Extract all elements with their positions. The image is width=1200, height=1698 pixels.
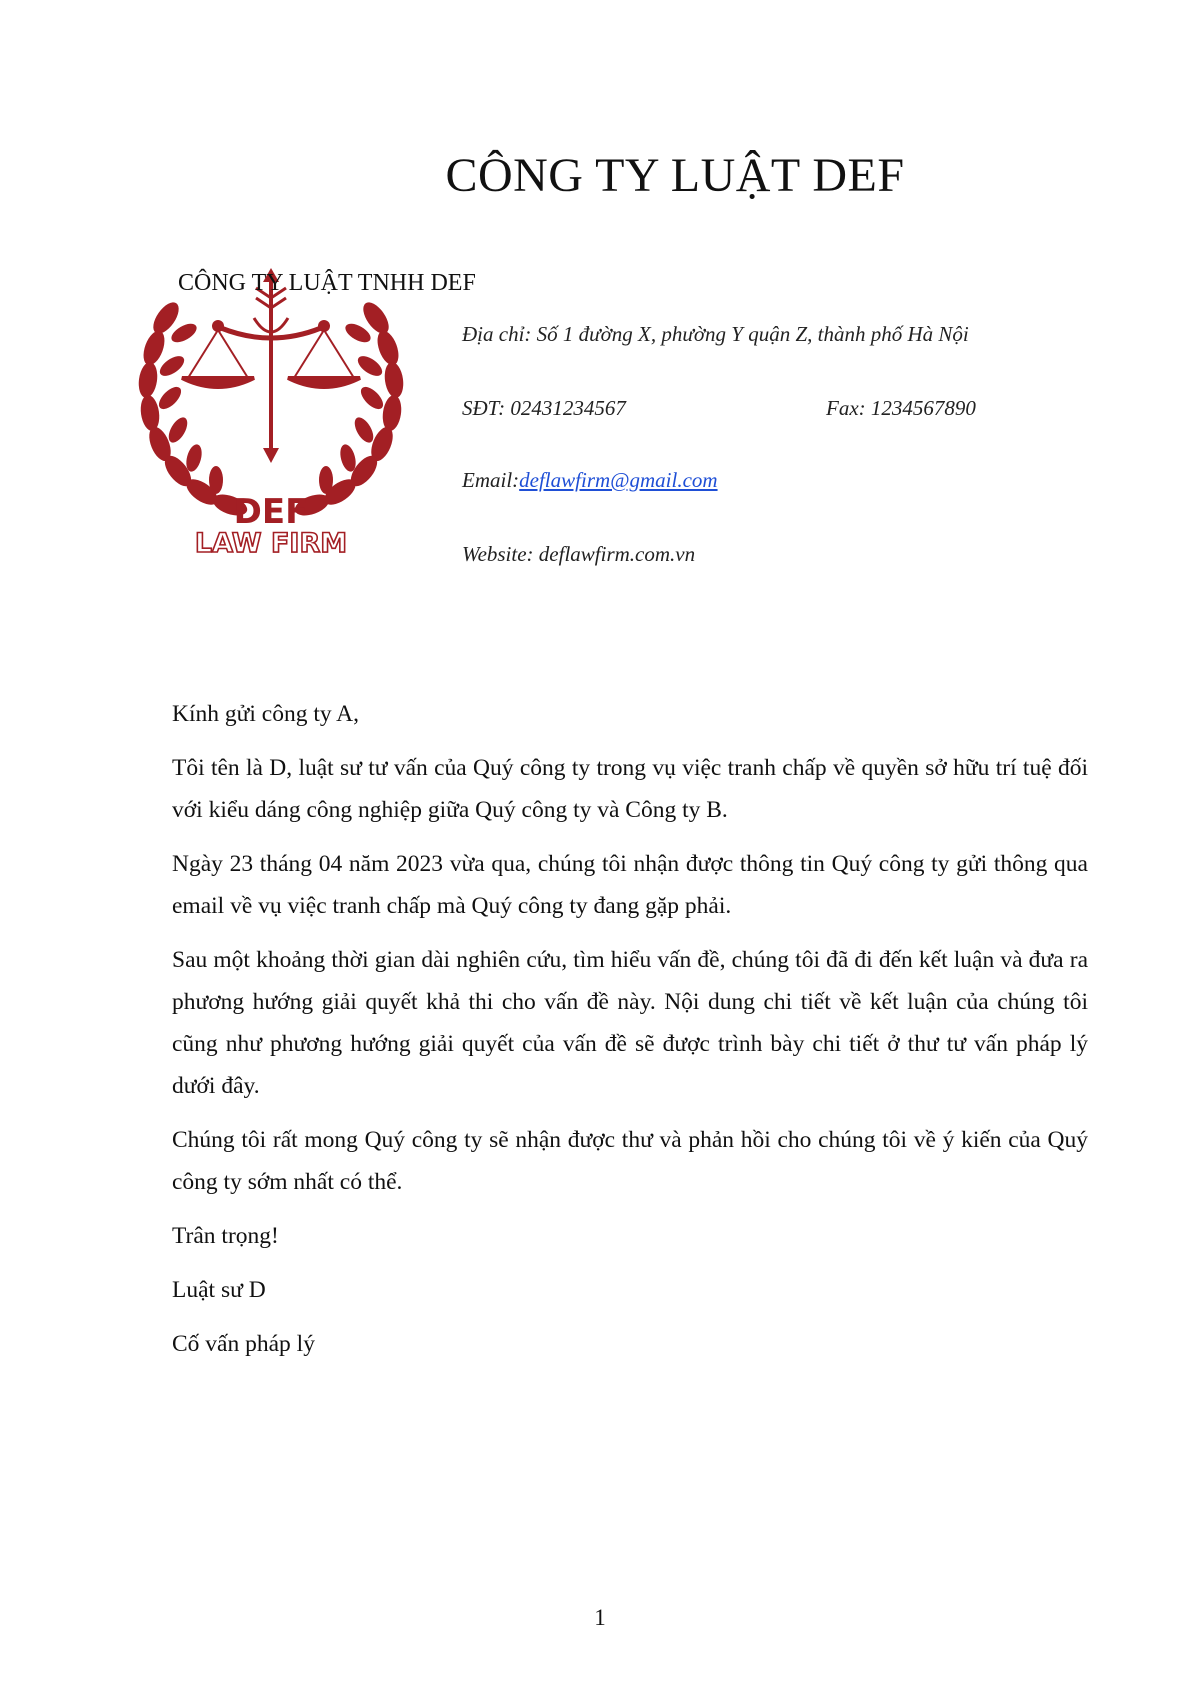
letter-paragraph: Chúng tôi rất mong Quý công ty sẽ nhận được thư và phản hồi cho chúng tôi về ý kiến của Quý công ty sớm nhất có thể. <box>172 1127 1088 1195</box>
company-fax: Fax: 1234567890 <box>826 396 976 420</box>
letter-body <box>172 693 1088 1377</box>
scales-of-justice-icon <box>182 268 360 463</box>
logo-text-law-firm: LAW FIRM <box>194 528 348 559</box>
signer-title: Cố vấn pháp lý <box>172 1331 315 1357</box>
letter-paragraph: Sau một khoảng thời gian dài nghiên cứu, tìm hiểu vấn đề, chúng tôi đã đi đến kết luận và đưa ra phương hướng giải quyết khả thi cho vấn đề này. Nội dung chi tiết về kết luận của chúng tôi cũng như phương hướng giải quyết của vấn đề sẽ được trình bày chi tiết ở thư tư vấn pháp lý dưới đây. <box>172 947 1088 1099</box>
company-phone: SĐT: 02431234567 <box>462 396 626 420</box>
company-address: Địa chỉ: Số 1 đường X, phường Y quận Z, thành phố Hà Nội <box>462 322 969 346</box>
email-link[interactable]: deflawfirm@gmail.com <box>519 468 718 492</box>
letter-paragraph: Tôi tên là D, luật sư tư vấn của Quý công ty trong vụ việc tranh chấp về quyền sở hữu trí tuệ đối với kiểu dáng công nghiệp giữa Quý công ty và Công ty B. <box>172 755 1088 823</box>
company-website: Website: deflawfirm.com.vn <box>462 542 696 566</box>
page-title: CÔNG TY LUẬT DEF <box>445 149 905 202</box>
letter-paragraph: Ngày 23 tháng 04 năm 2023 vừa qua, chúng tôi nhận được thông tin Quý công ty gửi thông qua email về vụ việc tranh chấp mà Quý công ty đang gặp phải. <box>172 851 1088 919</box>
signer-name: Luật sư D <box>172 1277 266 1303</box>
company-name: CÔNG TY LUẬT TNHH DEF <box>178 270 476 296</box>
logo-text-def: DEF <box>233 492 309 532</box>
letter-greeting: Kính gửi công ty A, <box>172 701 360 727</box>
letter-closing: Trân trọng! <box>172 1223 279 1249</box>
page-number: 1 <box>594 1605 606 1630</box>
law-firm-logo <box>136 258 406 578</box>
email-label: Email: <box>462 468 520 492</box>
company-email <box>462 468 718 493</box>
